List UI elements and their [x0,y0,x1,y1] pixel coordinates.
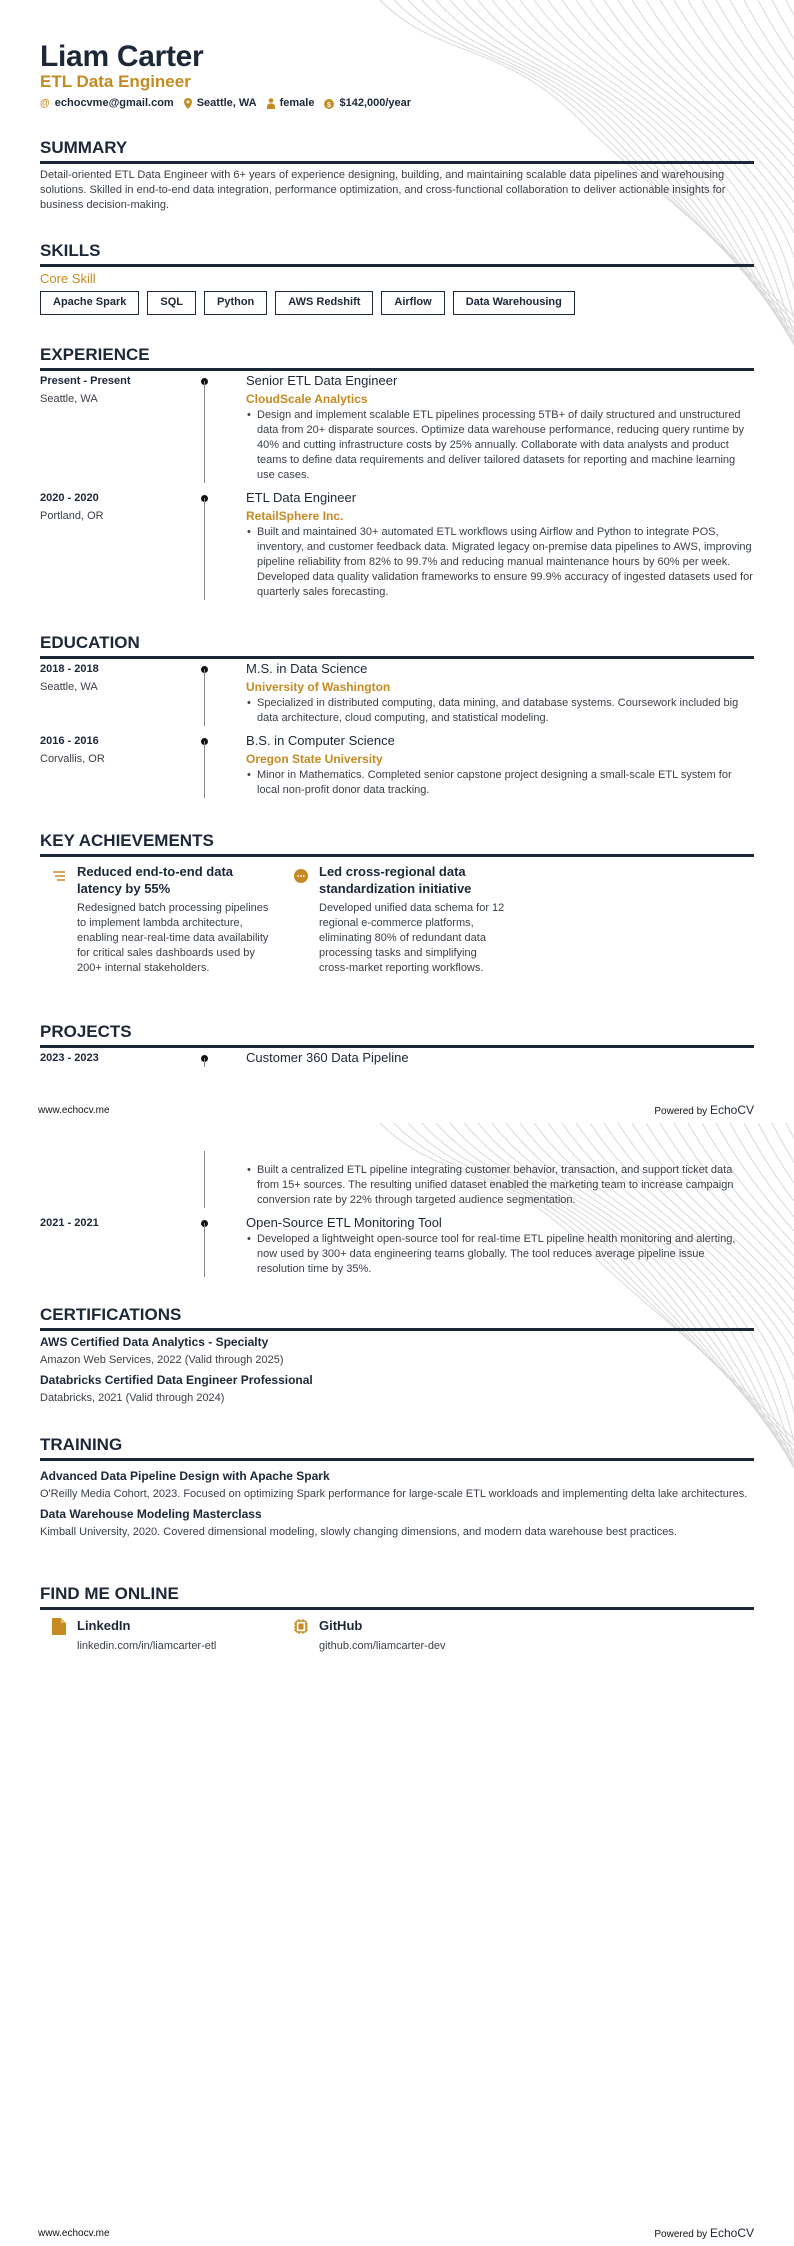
entry-dates: 2021 - 2021 [40,1217,99,1229]
chat-bubble-icon [294,869,308,883]
brand-name[interactable]: EchoCV [709,1103,754,1117]
contact-line [40,96,754,111]
entry-school: University of Washington [246,680,391,694]
skill-tag: Python [204,291,267,315]
entry-degree: M.S. in Data Science [246,661,368,676]
wave-line [786,1123,794,1853]
education-section [40,633,754,798]
skill-tag: Apache Spark [40,291,139,315]
location-text: Seattle, WA [196,97,257,109]
timeline-content [225,732,754,798]
timeline-content [225,660,754,726]
entry-title: Customer 360 Data Pipeline [246,1050,409,1065]
achievement-title: Led cross-regional data standardization initiative [319,864,472,896]
certification-title: AWS Certified Data Analytics - Specialty [40,1335,269,1349]
powered-by [654,2226,754,2240]
section-heading: EDUCATION [40,633,754,659]
document-icon [52,1618,66,1635]
skill-group-label: Core Skill [40,271,96,286]
entry-bullet: • Built a centralized ETL pipeline integrating customer behavior, transaction, and support ticket data from 15+ sources. The resulting unified dataset enabled the marketing team to increase campaign conversion rate by 22% through targeted audience segmentation. [246,1163,754,1208]
achievement-title: Reduced end-to-end data latency by 55% [77,864,234,896]
wave-line [786,0,794,730]
section-heading: PROJECTS [40,1022,754,1048]
section-heading: KEY ACHIEVEMENTS [40,831,754,857]
entry-bullet: • Specialized in distributed computing, data mining, and database systems. Coursework included big data architecture, cloud computing, and statistical modeling. [246,696,754,726]
contact-email[interactable] [40,96,174,111]
projects-continued [40,1151,754,1277]
experience-entry [40,372,754,483]
timeline-content [225,489,754,600]
wave-line [772,0,794,720]
online-section [40,1584,754,1684]
location-pin-icon [184,98,192,109]
wave-line [758,0,794,710]
certification-issuer: Databricks, 2021 (Valid through 2024) [40,1392,225,1404]
powered-by [654,1103,754,1117]
training-title: Data Warehouse Modeling Masterclass [40,1507,262,1521]
timeline-line [204,381,205,483]
svg-text:$: $ [327,101,332,109]
summary-section [40,138,754,213]
timeline-line [204,498,205,600]
timeline-content [225,372,754,483]
certifications-section [40,1305,754,1406]
contact-location [184,96,257,111]
entry-title: Senior ETL Data Engineer [246,373,398,388]
skill-tag: AWS Redshift [275,291,373,315]
person-icon [267,98,275,109]
brand-name[interactable]: EchoCV [709,2226,754,2240]
education-entry [40,732,754,798]
email-text: echocvme@gmail.com [54,97,174,109]
entry-dates: 2018 - 2018 [40,663,99,675]
timeline-content [225,1214,754,1277]
project-entry-continued [40,1151,754,1208]
project-entry [40,1214,754,1277]
timeline-line [204,1223,205,1277]
achievement-item [77,863,272,976]
timeline-line [204,1058,205,1067]
timeline-content [225,1151,754,1208]
chip-icon [294,1618,308,1635]
section-heading: TRAINING [40,1435,754,1461]
online-label: LinkedIn [77,1618,131,1633]
summary-text: Detail-oriented ETL Data Engineer with 6+ years of experience designing, building, and maintaining scalable data pipelines and warehousing solutions. Skilled in end-to-end data integration, performance optimization, and cross-functional collaboration to deliver actionable insights for business decision-making. [40,169,726,211]
training-description: Kimball University, 2020. Covered dimensional modeling, slowly changing dimensions, and modern data warehouse best practices. [40,1526,677,1538]
entry-location: Seattle, WA [40,681,98,693]
certification-title: Databricks Certified Data Engineer Professional [40,1373,313,1387]
online-link-github[interactable] [319,1617,519,1654]
achievements-section [40,831,754,1011]
timeline-content [225,1049,754,1067]
wave-line [772,1123,794,1843]
training-section [40,1435,754,1540]
entry-bullet: • Minor in Mathematics. Completed senior capstone project designing a small-scale ETL system for local non-profit donor data tracking. [246,768,754,798]
footer-site-link[interactable]: www.echocv.me [38,1104,110,1116]
entry-school: Oregon State University [246,752,383,766]
projects-section [40,1022,754,1067]
section-heading: SUMMARY [40,138,754,164]
section-heading: EXPERIENCE [40,345,754,371]
online-link-linkedin[interactable] [77,1617,277,1654]
wave-decoration [0,1123,794,2246]
powered-by-label: Powered by [654,1106,708,1117]
online-url[interactable]: github.com/liamcarter-dev [319,1640,446,1652]
section-heading: FIND ME ONLINE [40,1584,754,1610]
online-url[interactable]: linkedin.com/in/liamcarter-etl [77,1640,217,1652]
experience-section [40,345,754,600]
achievement-text: Redesigned batch processing pipelines to implement lambda architecture, enabling near-real-time data availability for critical sales dashboards used by 200+ internal stakeholders. [77,902,269,974]
contact-salary [324,96,411,111]
entry-dates: 2020 - 2020 [40,492,99,504]
entry-bullet: • Design and implement scalable ETL pipelines processing 5TB+ of daily structured and unstructured data from 20+ disparate sources. Optimize data warehouse performance, reducing query runtime by 40% and cutting infrastructure costs by 25% annually. Collaborate with data analysts and product teams to define data requirements and deliver tailored datasets for reporting and machine learning use cases. [246,408,754,483]
entry-location: Seattle, WA [40,393,98,405]
timeline-line [204,669,205,726]
timeline-line [204,1151,205,1208]
gender-text: female [279,97,315,109]
training-description: O'Reilly Media Cohort, 2023. Focused on optimizing Spark performance for large-scale ETL workloads and implementing delta lake architectures. [40,1488,748,1500]
entry-company: CloudScale Analytics [246,392,368,406]
contact-gender [267,96,315,111]
education-entry [40,660,754,726]
online-label: GitHub [319,1618,363,1633]
achievement-item [319,863,509,976]
entry-dates: Present - Present [40,375,131,387]
page-footer [38,2226,754,2240]
experience-entry [40,489,754,600]
entry-location: Corvallis, OR [40,753,105,765]
entry-title: Open-Source ETL Monitoring Tool [246,1215,442,1230]
section-heading: SKILLS [40,241,754,267]
page-footer [38,1103,754,1117]
skill-tag: Data Warehousing [453,291,575,315]
job-title: ETL Data Engineer [40,72,191,91]
entry-dates: 2023 - 2023 [40,1052,99,1064]
entry-location: Portland, OR [40,510,104,522]
salary-text: $142,000/year [339,97,412,109]
footer-site-link[interactable]: www.echocv.me [38,2227,110,2239]
skills-section [40,241,754,315]
entry-degree: B.S. in Computer Science [246,733,395,748]
skill-tag: Airflow [381,291,444,315]
wave-line [758,1123,794,1833]
at-icon: @ [40,98,50,109]
powered-by-label: Powered by [654,2229,708,2240]
entry-bullet: • Developed a lightweight open-source tool for real-time ETL pipeline health monitoring and alerting, now used by 300+ data engineering teams globally. The tool reduces average pipeline issue resolution time by 35%. [246,1232,754,1277]
section-heading: CERTIFICATIONS [40,1305,754,1331]
training-title: Advanced Data Pipeline Design with Apache Spark [40,1469,330,1483]
project-entry [40,1049,754,1067]
candidate-name: Liam Carter [40,40,204,73]
entry-dates: 2016 - 2016 [40,735,99,747]
skill-tag: SQL [147,291,196,315]
skill-tags [40,291,754,315]
achievement-text: Developed unified data schema for 12 regional e-commerce platforms, eliminating 80% of redundant data processing tasks and simplifying cross-market reporting workflows. [319,902,505,974]
timeline-line [204,741,205,798]
entry-company: RetailSphere Inc. [246,509,344,523]
list-lines-icon [52,869,66,883]
dollar-coin-icon [324,99,334,109]
resume-page-2 [0,1123,794,2246]
certification-issuer: Amazon Web Services, 2022 (Valid through 2025) [40,1354,284,1366]
entry-title: ETL Data Engineer [246,490,357,505]
entry-bullet: • Built and maintained 30+ automated ETL workflows using Airflow and Python to integrate POS, inventory, and customer feedback data. Migrated legacy on-premise data pipelines to AWS, improving pipeline reliability from 82% to 99.7% and reducing manual maintenance hours by 60% per week. Developed data quality validation frameworks to ensure 99.9% accuracy of ingested datasets used for quarterly sales forecasting. [246,525,754,600]
